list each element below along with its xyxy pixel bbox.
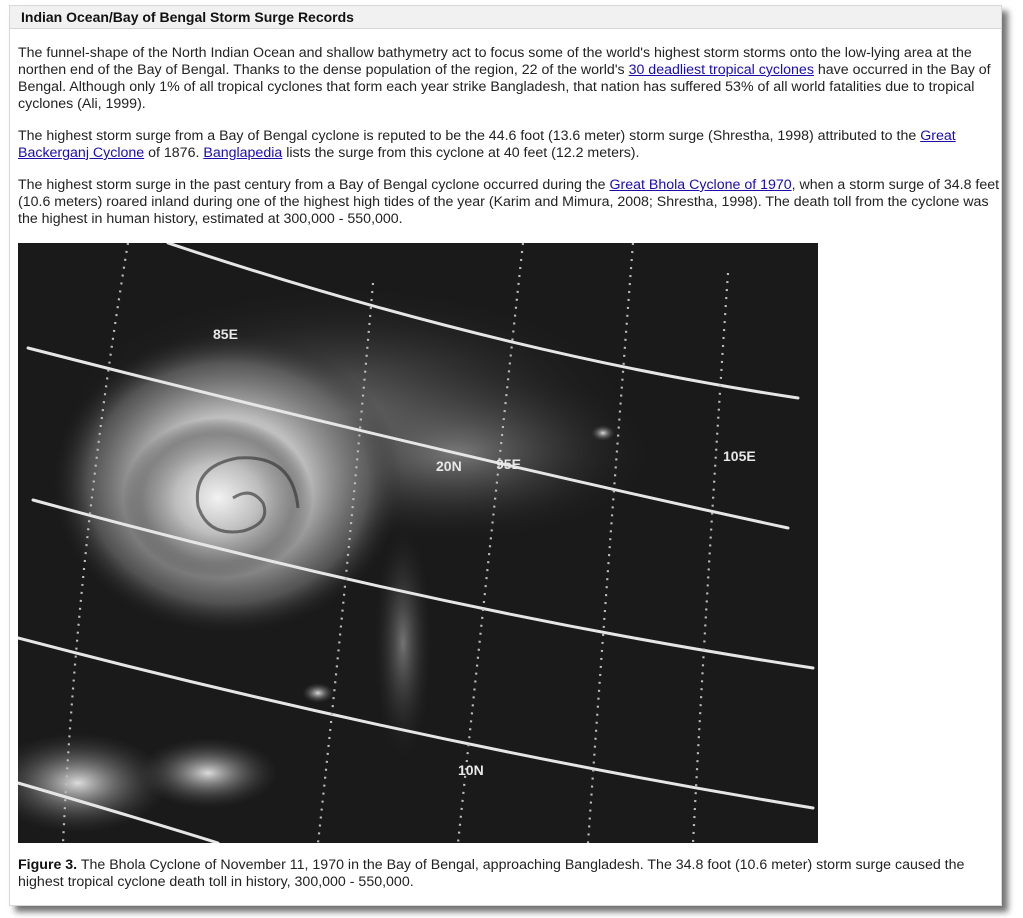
paragraph-text: , when a storm surge of 34.8 feet (10.6 meters) roared inland during one of the highest high tides of the year (Karim and Mimura, 2008; Shrestha, 1998). The death toll from the cyclone was the highest in human history, estimated at 300,000 - 550,000.	[18, 177, 1000, 227]
caption-text: The Bhola Cyclone of November 11, 1970 in the Bay of Bengal, approaching Bangladesh. The 34.8 foot (10.6 meter) storm surge caused the highest tropical cyclone death toll in history, 300,000 - 550,000.	[18, 857, 965, 890]
paragraph-text: have occurred in the Bay of Bengal. Although only 1% of all tropical cyclones that form each year strike Bangladesh, that nation has suffered 53% of all world fatalities due to tropical cyclones (Ali, 1999).	[18, 62, 991, 112]
article-panel	[9, 5, 1002, 906]
paragraph-text: The highest storm surge from a Bay of Bengal cyclone is reputed to be the 44.6 foot (13.6 meter) storm surge (Shrestha, 1998) attributed to the	[18, 128, 921, 144]
section-header	[10, 6, 1001, 29]
paragraph-funnel-shape	[18, 45, 1000, 113]
link-backerganj-cyclone[interactable]: Great Backerganj Cyclone	[18, 128, 956, 161]
paragraph-text: The funnel-shape of the North Indian Ocean and shallow bathymetry act to focus some of the world's highest storm storms onto the low-lying area at the northen end of the Bay of Bengal. Thanks to the dense population of the region, 22 of the world's	[18, 45, 972, 78]
satellite-image-bhola-cyclone	[18, 243, 818, 843]
paragraph-text: The highest storm surge in the past century from a Bay of Bengal cyclone occurred during the	[18, 177, 610, 193]
paragraph-bhola-cyclone	[18, 177, 1000, 228]
link-deadliest-cyclones[interactable]: 30 deadliest tropical cyclones	[628, 62, 814, 78]
paragraph-highest-surge	[18, 128, 1000, 162]
label-20n: 20N	[436, 458, 462, 474]
section-title: Indian Ocean/Bay of Bengal Storm Surge Records	[21, 9, 354, 25]
paragraph-text: lists the surge from this cyclone at 40 feet (12.2 meters).	[282, 145, 640, 161]
link-bhola-cyclone[interactable]: Great Bhola Cyclone of 1970	[609, 177, 792, 193]
label-105e: 105E	[723, 448, 756, 464]
label-95e: 95E	[496, 456, 521, 472]
figure-caption	[18, 857, 1000, 891]
label-85e: 85E	[213, 326, 238, 342]
link-banglapedia[interactable]: Banglapedia	[203, 145, 283, 161]
label-10n: 10N	[458, 762, 484, 778]
paragraph-text: of 1876.	[144, 145, 204, 161]
figure-label: Figure 3.	[18, 857, 78, 873]
